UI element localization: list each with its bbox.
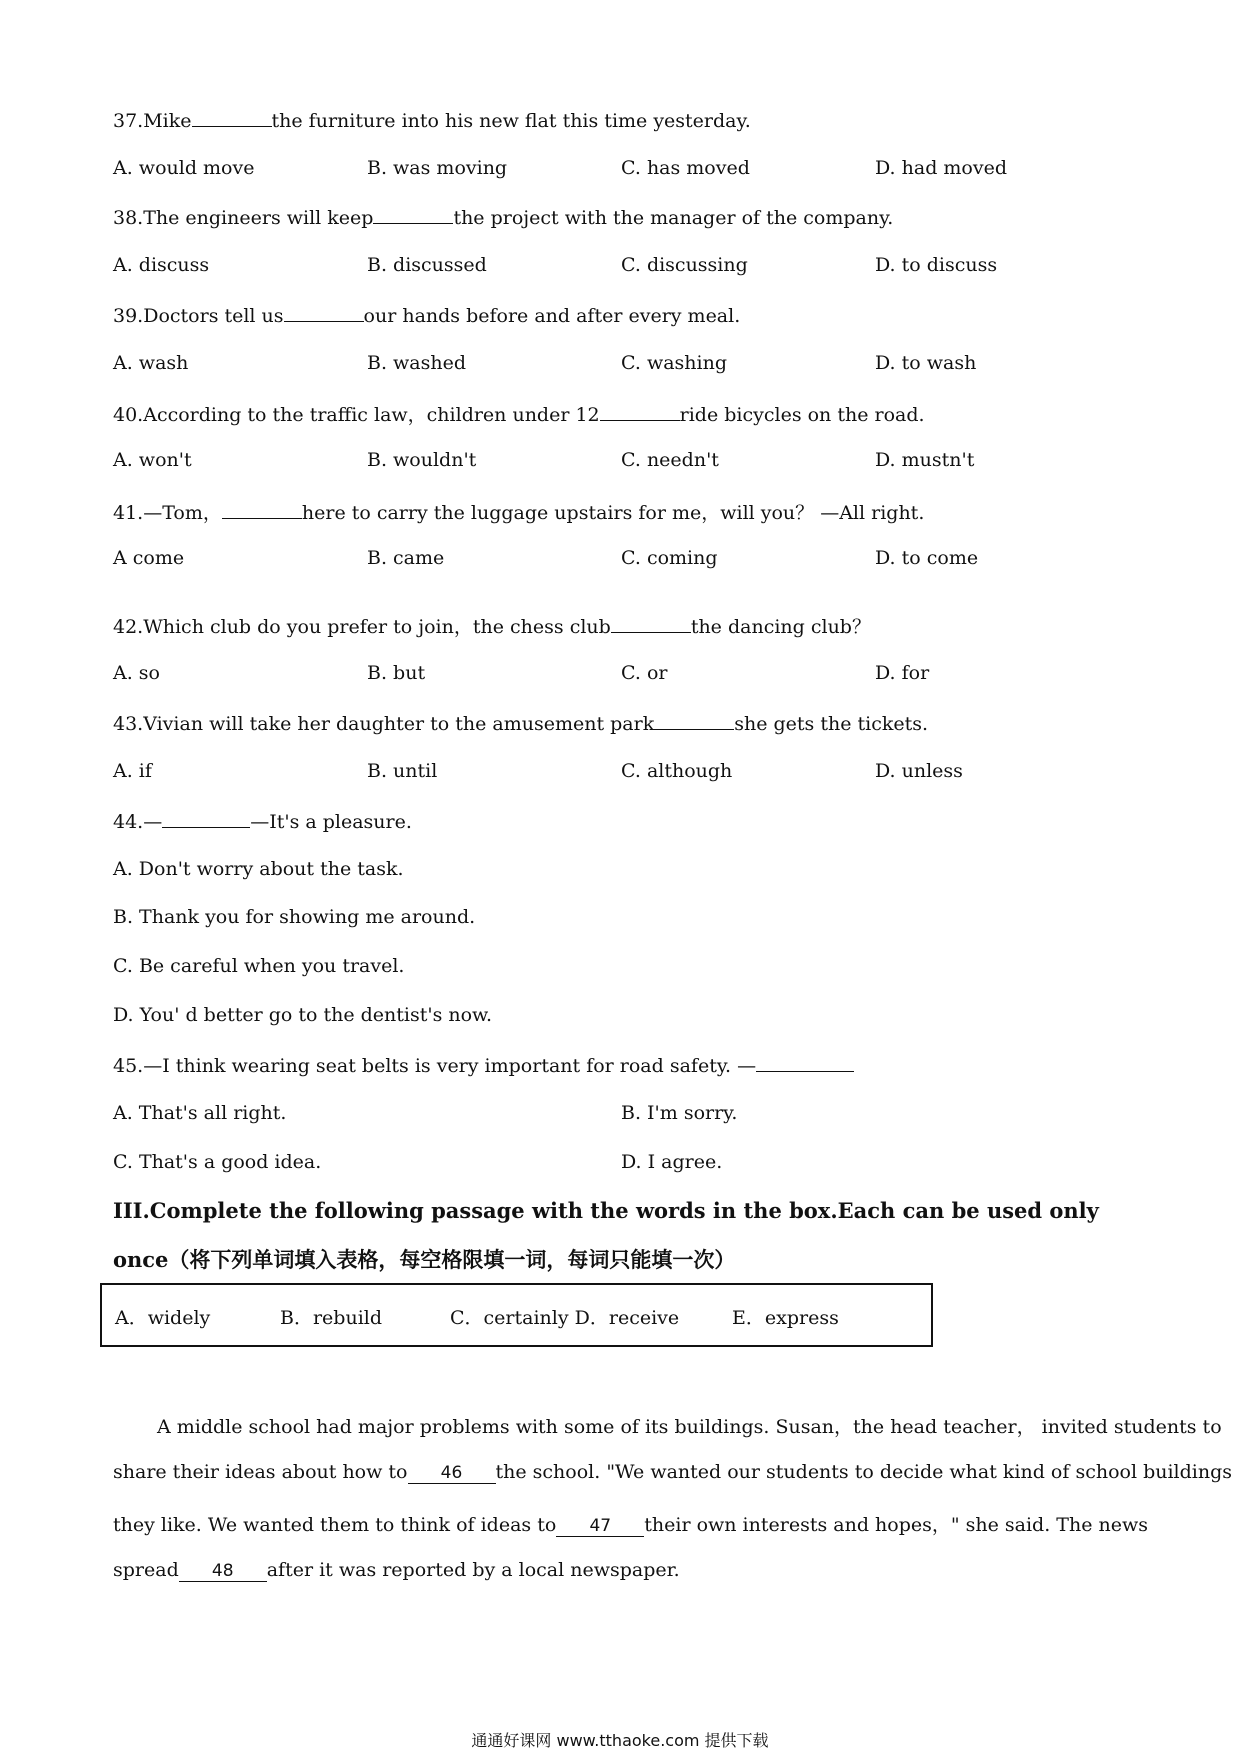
stem-text: —I think wearing seat belts is very important for road safety. — [143,1055,757,1077]
word-option-c-d: C．certainly D．receive [450,1307,680,1329]
passage-line-4 [113,1559,680,1582]
question-stem [113,711,928,735]
question-stem [113,809,412,833]
option-d[interactable]: D. I agree. [621,1151,723,1173]
blank-47[interactable]: 47 [556,1516,644,1537]
option-d[interactable]: D. had moved [875,157,1007,179]
answer-blank [192,108,272,127]
stem-before: Mike [143,110,192,132]
option-b[interactable]: B. discussed [367,254,487,276]
option-c[interactable]: C. has moved [621,157,750,179]
answer-blank [611,614,691,633]
question-number: 41. [113,502,144,524]
option-d[interactable]: D. unless [875,760,963,782]
option-a[interactable]: A. so [113,662,160,684]
option-b[interactable]: B. but [367,662,426,684]
option-b[interactable]: B. Thank you for showing me around. [113,906,476,928]
option-d[interactable]: D. to discuss [875,254,998,276]
question-stem [113,612,871,639]
answer-blank [600,402,680,421]
passage-line-3 [113,1510,1148,1537]
option-a[interactable]: A. won't [113,449,192,471]
word-option-e: E．express [732,1307,839,1329]
option-a[interactable]: A. wash [113,352,189,374]
stem-before: — [143,811,163,833]
option-b[interactable]: B. washed [367,352,467,374]
option-a[interactable]: A. would move [113,157,255,179]
option-c[interactable]: C. or [621,662,668,684]
stem-after: she gets the tickets. [734,713,929,735]
stem-after: the project with the manager of the company. [453,207,894,229]
stem-before: —Tom， [143,502,222,524]
question-number: 43. [113,713,144,735]
passage-text: spread [113,1559,179,1581]
passage-text: their own interests and hopes，" she said. The news [644,1514,1148,1536]
answer-blank [654,711,734,730]
option-b[interactable]: B. wouldn't [367,449,477,471]
options-row [113,157,1113,185]
stem-after: the dancing club？ [690,616,871,638]
word-option-a: A．widely [115,1307,211,1329]
option-b[interactable]: B. until [367,760,438,782]
answer-blank [162,809,250,828]
stem-after: ride bicycles on the road. [679,404,925,426]
option-b[interactable]: B. I'm sorry. [621,1102,738,1124]
stem-before: Which club do you prefer to join，the chess club [143,616,611,638]
blank-48[interactable]: 48 [179,1561,267,1582]
word-box [100,1283,933,1347]
answer-blank [284,303,364,322]
option-c[interactable]: C. washing [621,352,727,374]
stem-before: Vivian will take her daughter to the amusement park [143,713,655,735]
question-number: 40. [113,404,144,426]
section-heading: III.Complete the following passage with the words in the box.Each can be used only once（将下列单词填入表格，每空格限填一词，每词只能填一次） [113,1198,1099,1272]
stem-before: According to the traffic law，children under 12 [143,404,600,426]
option-c[interactable]: C. discussing [621,254,748,276]
option-a[interactable]: A. discuss [113,254,210,276]
options-row [113,449,1113,477]
answer-blank [756,1053,854,1072]
passage-line-1: A middle school had major problems with some of its buildings. Susan，the head teacher， invited students to [157,1416,1222,1438]
option-d[interactable]: D. to wash [875,352,977,374]
blank-46[interactable]: 46 [408,1463,496,1484]
answer-blank [373,205,453,224]
stem-after: here to carry the luggage upstairs for me，will you？ —All right. [301,502,925,524]
question-number: 45. [113,1055,144,1077]
option-a[interactable]: A. Don't worry about the task. [113,858,404,880]
question-stem [113,303,740,327]
question-number: 42. [113,616,144,638]
option-c[interactable]: C. needn't [621,449,719,471]
option-d[interactable]: D. mustn't [875,449,975,471]
word-option-b: B．rebuild [280,1307,383,1329]
stem-after: —It's a pleasure. [250,811,412,833]
question-stem [113,205,893,229]
option-d[interactable]: D. for [875,662,930,684]
answer-blank [222,500,302,519]
options-row [113,254,1113,282]
option-d[interactable]: D. to come [875,547,979,569]
option-b[interactable]: B. came [367,547,445,569]
passage-line-2 [113,1461,1232,1484]
option-a[interactable]: A. That's all right. [113,1102,287,1124]
options-row [113,547,1113,575]
option-c[interactable]: C. coming [621,547,718,569]
options-row [113,760,1113,788]
options-row [113,352,1113,380]
stem-after: the furniture into his new flat this time yesterday. [271,110,751,132]
option-c[interactable]: C. That's a good idea. [113,1151,322,1173]
question-stem [113,1053,854,1077]
stem-before: The engineers will keep [143,207,374,229]
question-number: 38. [113,207,144,229]
question-number: 44. [113,811,144,833]
option-a[interactable]: A. if [113,760,152,782]
option-b[interactable]: B. was moving [367,157,508,179]
option-c[interactable]: C. Be careful when you travel. [113,955,405,977]
option-a[interactable]: A come [113,547,185,569]
passage-text: the school. "We wanted our students to decide what kind of school buildings [495,1461,1233,1483]
options-row [113,662,1113,690]
stem-before: Doctors tell us [143,305,284,327]
question-number: 37. [113,110,144,132]
passage-text: after it was reported by a local newspaper. [266,1559,680,1581]
option-d[interactable]: D. You' d better go to the dentist's now. [113,1004,493,1026]
option-c[interactable]: C. although [621,760,733,782]
question-number: 39. [113,305,144,327]
passage-text: they like. We wanted them to think of ideas to [113,1514,557,1536]
passage-text: share their ideas about how to [113,1461,408,1483]
question-stem [113,498,924,525]
question-stem [113,108,751,132]
page-footer: 通通好课网 www.tthaoke.com 提供下载 [471,1731,769,1750]
stem-after: our hands before and after every meal. [363,305,741,327]
question-stem [113,400,925,427]
